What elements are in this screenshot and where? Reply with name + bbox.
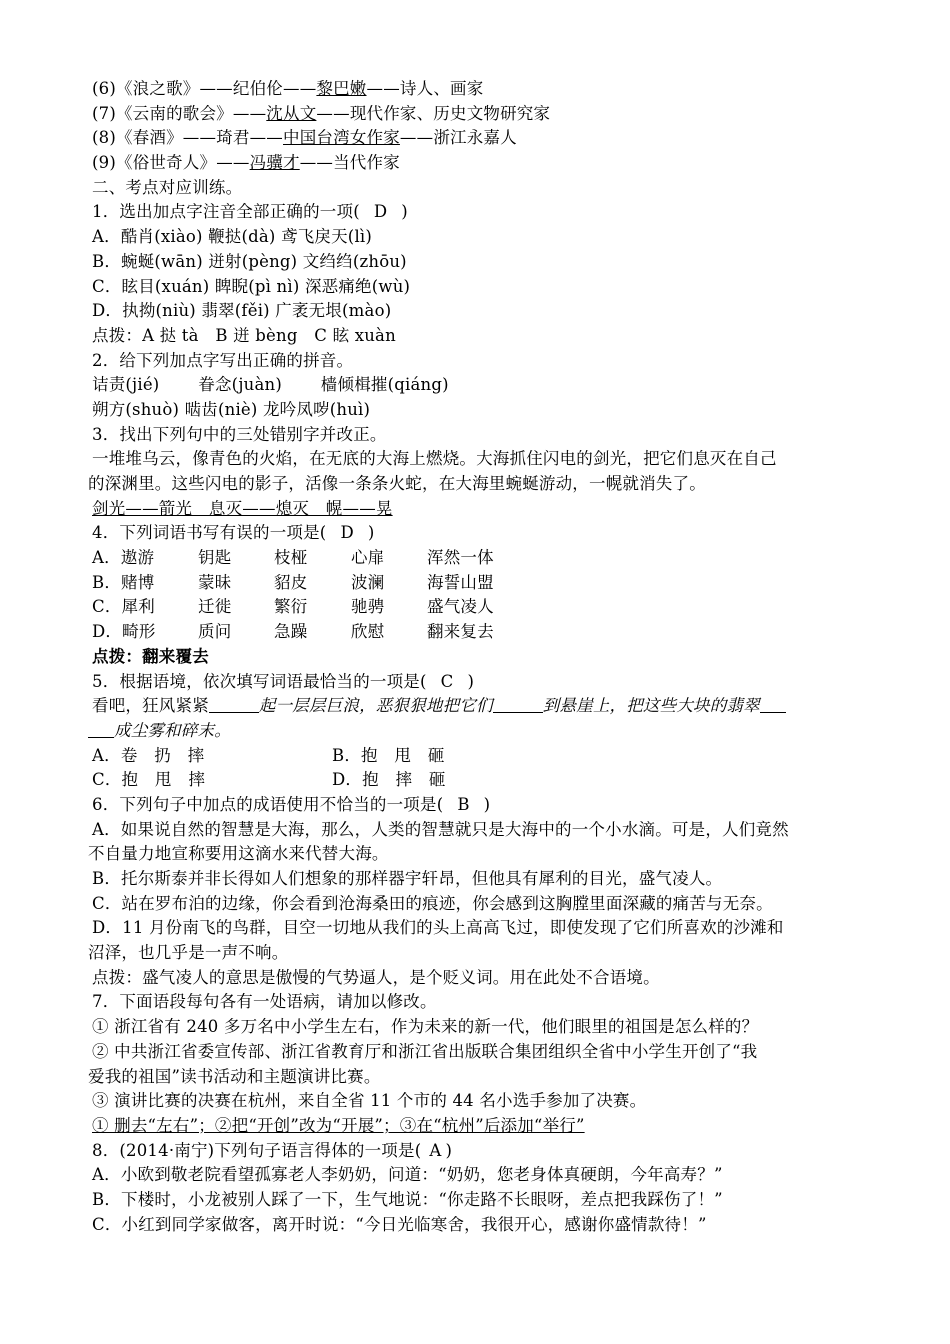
question-4-row-c	[0, 595, 950, 620]
author-name: 琦君	[216, 128, 250, 148]
passage-text: 起一层层巨浪，恶狠狠地把它们	[258, 696, 493, 716]
question-4-row-d	[0, 620, 950, 645]
question-4-stem	[0, 521, 950, 546]
author-line-9	[0, 151, 950, 176]
separator: ——	[299, 153, 334, 173]
question-6-option-a-line-2: 不自量力地宣称要用这滴水来代替大海。	[88, 844, 389, 864]
question-7-sentence-3: ③ 演讲比赛的决赛在杭州，来自全省 11 个市的 44 名小选手参加了决赛。	[92, 1091, 647, 1111]
question-7-sentence-2-line-2: 爱我的祖国”读书活动和主题演讲比赛。	[88, 1066, 381, 1086]
answer-text: 剑光——箭光 息灭——熄灭 幌——晃	[92, 498, 393, 518]
word: 欣慰	[351, 622, 385, 642]
word: 驰骋	[351, 597, 385, 617]
author-description: 现代作家、历史文物研究家	[349, 103, 551, 123]
work-title: 《春酒》	[115, 128, 183, 148]
item-number: (8)	[92, 128, 116, 148]
option-a: A．卷 扔 摔	[92, 745, 205, 765]
separator: ——	[283, 79, 317, 98]
separator: ——	[232, 103, 267, 123]
option-b: B．抱 甩 砸	[332, 745, 445, 765]
question-1-stem	[0, 200, 950, 225]
separator: ——	[366, 79, 400, 98]
question-6-stem	[0, 793, 950, 818]
question-7-stem: 7．下面语段每句各有一处语病，请加以修改。	[92, 992, 437, 1012]
passage-text: 成尘雾和碎末。	[114, 720, 231, 740]
author-origin: 中国台湾女作家	[283, 128, 400, 148]
fill-blank-3	[760, 696, 786, 713]
paren-close: )	[445, 1140, 453, 1160]
word: 蒙昧	[198, 572, 232, 592]
author-name: 纪伯伦	[232, 79, 283, 98]
question-2-row-2: 朔方(shuò) 啮齿(niè) 龙吟凤哕(huì)	[92, 399, 371, 419]
question-5-options-row-2	[0, 768, 950, 793]
question-3-stem: 3．找出下列句中的三处错别字并改正。	[92, 424, 387, 444]
question-4-row-b	[0, 571, 950, 596]
paren-close: )	[401, 202, 408, 222]
word: 翻来复去	[427, 622, 494, 642]
passage-text: 到悬崖上，把这些大块的翡翠	[542, 696, 760, 716]
section-heading: 二、考点对应训练。	[92, 177, 243, 197]
question-text: 5．根据语境，依次填写词语最恰当的一项是(	[92, 671, 427, 691]
question-7-answer	[0, 1114, 950, 1139]
question-4-hint: 点拨：翻来覆去	[92, 646, 209, 666]
question-5-options-row-1	[0, 744, 950, 769]
fill-blank-3-continued	[88, 721, 114, 738]
answer-letter: C	[440, 671, 454, 691]
separator: ——	[316, 103, 350, 123]
fill-blank-2	[493, 696, 543, 713]
separator: ——	[182, 128, 217, 148]
answer-letter: A	[429, 1140, 442, 1160]
work-title: 《云南的歌会》	[115, 103, 233, 123]
word: D．畸形	[92, 622, 156, 642]
author-name: 沈从文	[266, 103, 317, 123]
question-1-option-b: B．蜿蜒(wān) 迸射(pèng) 文绉绉(zhōu)	[92, 251, 407, 271]
word: 迁徙	[198, 597, 232, 617]
question-8-option-c: C．小红到同学家做客，离开时说：“今日光临寒舍，我很开心，感谢你盛情款待！”	[92, 1214, 707, 1234]
question-6-hint: 点拨：盛气凌人的意思是傲慢的气势逼人，是个贬义词。用在此处不合语境。	[92, 967, 660, 987]
question-6-option-b: B．托尔斯泰并非长得如人们想象的那样器宇轩昂，但他具有犀利的目光，盛气凌人。	[92, 869, 723, 888]
author-description: 诗人、画家	[399, 79, 484, 98]
question-8-stem	[0, 1139, 950, 1164]
work-title: 《浪之歌》	[115, 79, 200, 98]
passage-text: 看吧，狂风紧紧	[92, 696, 209, 716]
question-3-answer	[0, 497, 950, 522]
word: 盛气凌人	[427, 597, 494, 617]
question-text: 8．(2014·南宁)下列句子语言得体的一项是(	[92, 1140, 422, 1160]
fill-blank-1	[209, 696, 259, 713]
question-text: 6．下列句子中加点的成语使用不恰当的一项是(	[92, 794, 444, 814]
separator: ——	[199, 79, 233, 98]
answer-letter: B	[457, 794, 470, 814]
separator: ——	[399, 128, 434, 148]
question-1-option-c: C．眩目(xuán) 睥睨(pì nì) 深恶痛绝(wù)	[92, 276, 411, 296]
question-4-row-a	[0, 546, 950, 571]
question-3-passage-line-1: 一堆堆乌云，像青色的火焰，在无底的大海上燃烧。大海抓住闪电的剑光，把它们息灭在自己	[92, 449, 777, 469]
question-text: 4．下列词语书写有误的一项是(	[92, 523, 327, 543]
question-5-passage-line-1	[0, 694, 950, 719]
word: B．赌博	[92, 572, 155, 592]
paren-close: )	[367, 523, 375, 543]
author-description: 当代作家	[333, 153, 400, 173]
separator: ——	[249, 128, 284, 148]
word: 急躁	[274, 622, 308, 642]
word: 貂皮	[274, 572, 308, 592]
question-7-sentence-2-line-1: ② 中共浙江省委宣传部、浙江省教育厅和浙江省出版联合集团组织全省中小学生开创了“我	[92, 1041, 758, 1061]
question-8-option-a: A．小欧到敬老院看望孤寡老人李奶奶，问道：“奶奶，您老身体真硬朗，今年高寿？”	[92, 1165, 723, 1185]
answer-letter: D	[373, 202, 388, 222]
word: 海誓山盟	[427, 572, 494, 592]
answer-letter: D	[340, 523, 354, 543]
author-origin: 黎巴嫩	[316, 79, 367, 98]
word: 质问	[198, 622, 232, 642]
author-line-8	[0, 126, 950, 151]
question-1-option-a: A．酷肖(xiào) 鞭挞(dà) 鸢飞戾天(lì)	[92, 227, 373, 247]
question-5-stem	[0, 670, 950, 695]
paren-close: )	[467, 671, 475, 691]
question-2-stem: 2．给下列加点字写出正确的拼音。	[92, 350, 354, 370]
question-1-hint: 点拨：A 挞 tà B 迸 bèng C 眩 xuàn	[92, 325, 396, 345]
question-text: 1．选出加点字注音全部正确的一项(	[92, 202, 360, 222]
question-6-option-a-line-1: A．如果说自然的智慧是大海，那么，人类的智慧就只是大海中的一个小水滴。可是，人们竟然	[92, 819, 789, 839]
option-c: C．抱 甩 摔	[92, 770, 206, 790]
separator: ——	[216, 153, 250, 173]
paren-close: )	[483, 794, 491, 814]
word: 心扉	[351, 548, 385, 568]
author-description: 浙江永嘉人	[433, 128, 517, 148]
answer-text: ① 删去“左右”；②把“开创”改为“开展”；③在“杭州”后添加“举行”	[92, 1115, 585, 1135]
item-number: (6)	[92, 79, 116, 98]
question-7-sentence-1: ① 浙江省有 240 多万名中小学生左右，作为未来的新一代，他们眼里的祖国是怎么样的？	[92, 1017, 759, 1037]
item-number: (7)	[92, 103, 116, 123]
word: 波澜	[351, 572, 385, 592]
question-1-option-d: D．执拗(niù) 翡翠(fěi) 广袤无垠(mào)	[92, 301, 392, 321]
question-6-option-d-line-1: D．11 月份南飞的鸟群，目空一切地从我们的头上高高飞过，即使发现了它们所喜欢的沙滩和	[92, 918, 784, 938]
item-number: (9)	[92, 153, 116, 173]
word: 钥匙	[198, 548, 232, 568]
question-5-passage-line-2	[0, 719, 950, 744]
word: 枝桠	[274, 548, 308, 568]
work-title: 《俗世奇人》	[115, 153, 217, 173]
question-6-option-c: C．站在罗布泊的边缘，你会看到沧海桑田的痕迹，你会感到这胸膛里面深藏的痛苦与无奈。	[92, 893, 773, 913]
word: C．犀利	[92, 597, 155, 617]
question-2-row-1: 诘责(jié) 眷念(juàn) 樯倾楫摧(qiáng)	[92, 375, 449, 395]
word: 浑然一体	[427, 548, 494, 568]
author-name: 冯骥才	[249, 153, 300, 173]
question-8-option-b: B．下楼时，小龙被别人踩了一下，生气地说：“你走路不长眼呀，差点把我踩伤了！”	[92, 1189, 723, 1209]
author-line-7	[0, 102, 950, 127]
document-page	[0, 77, 950, 1237]
word: 繁衍	[274, 597, 308, 617]
word: A．遨游	[92, 548, 155, 568]
author-line-6	[0, 77, 950, 102]
question-6-option-d-line-2: 沼泽，也几乎是一声不响。	[88, 943, 289, 963]
option-d: D．抱 摔 砸	[332, 770, 446, 790]
question-3-passage-line-2: 的深渊里。这些闪电的影子，活像一条条火蛇，在大海里蜿蜒游动，一幌就消失了。	[88, 474, 706, 493]
